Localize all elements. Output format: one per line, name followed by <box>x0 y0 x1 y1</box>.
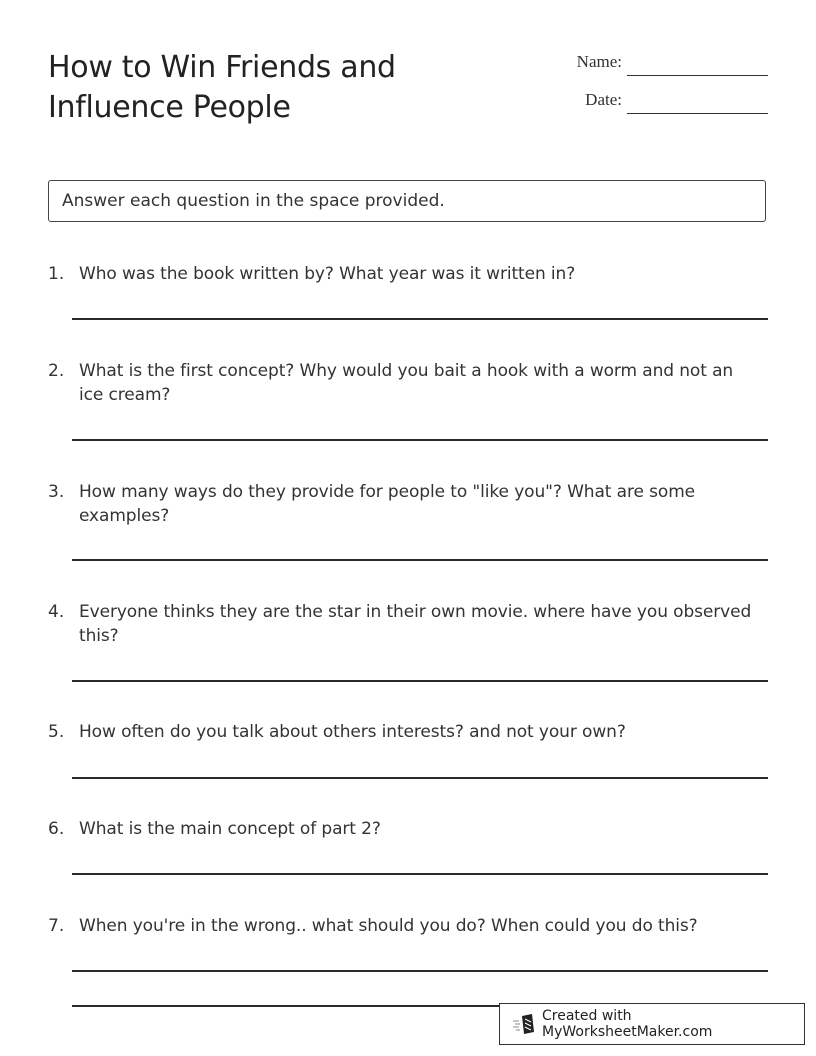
question-number: 3. <box>48 482 65 502</box>
created-with-text: Created with MyWorksheetMaker.com <box>542 1008 713 1040</box>
question-number: 7. <box>48 916 65 936</box>
name-field <box>540 50 770 88</box>
created-with-badge[interactable] <box>499 1003 805 1045</box>
question-number: 4. <box>48 602 65 622</box>
worksheet-maker-logo-icon <box>512 1013 536 1035</box>
answer-line <box>72 873 768 875</box>
question-number: 1. <box>48 264 65 284</box>
question-text: Everyone thinks they are the star in their own movie. where have you observed this? <box>79 602 752 646</box>
name-date-fields <box>540 50 770 126</box>
question-text: What is the first concept? Why would you bait a hook with a worm and not an ice cream? <box>79 361 734 405</box>
question-text: How many ways do they provide for people to "like you"? What are some examples? <box>79 482 696 526</box>
question-number: 2. <box>48 361 65 381</box>
answer-line <box>72 970 768 972</box>
name-label: Name: <box>576 52 622 71</box>
date-field <box>540 88 770 126</box>
worksheet-title: How to Win Friends and Influence People <box>48 50 396 125</box>
question-number: 5. <box>48 722 65 742</box>
question-text: What is the main concept of part 2? <box>79 819 381 839</box>
question-text: When you're in the wrong.. what should you do? When could you do this? <box>79 916 698 936</box>
question-number: 6. <box>48 819 65 839</box>
instructions-box: Answer each question in the space provided. <box>48 180 766 222</box>
answer-line <box>72 680 768 682</box>
answer-line <box>72 777 768 779</box>
question-text: Who was the book written by? What year was it written in? <box>79 264 576 284</box>
date-label: Date: <box>585 90 622 109</box>
answer-line <box>72 318 768 320</box>
question-text: How often do you talk about others interests? and not your own? <box>79 722 626 742</box>
name-blank-line <box>627 75 768 76</box>
date-blank-line <box>627 113 768 114</box>
answer-line <box>72 559 768 561</box>
answer-line <box>72 439 768 441</box>
